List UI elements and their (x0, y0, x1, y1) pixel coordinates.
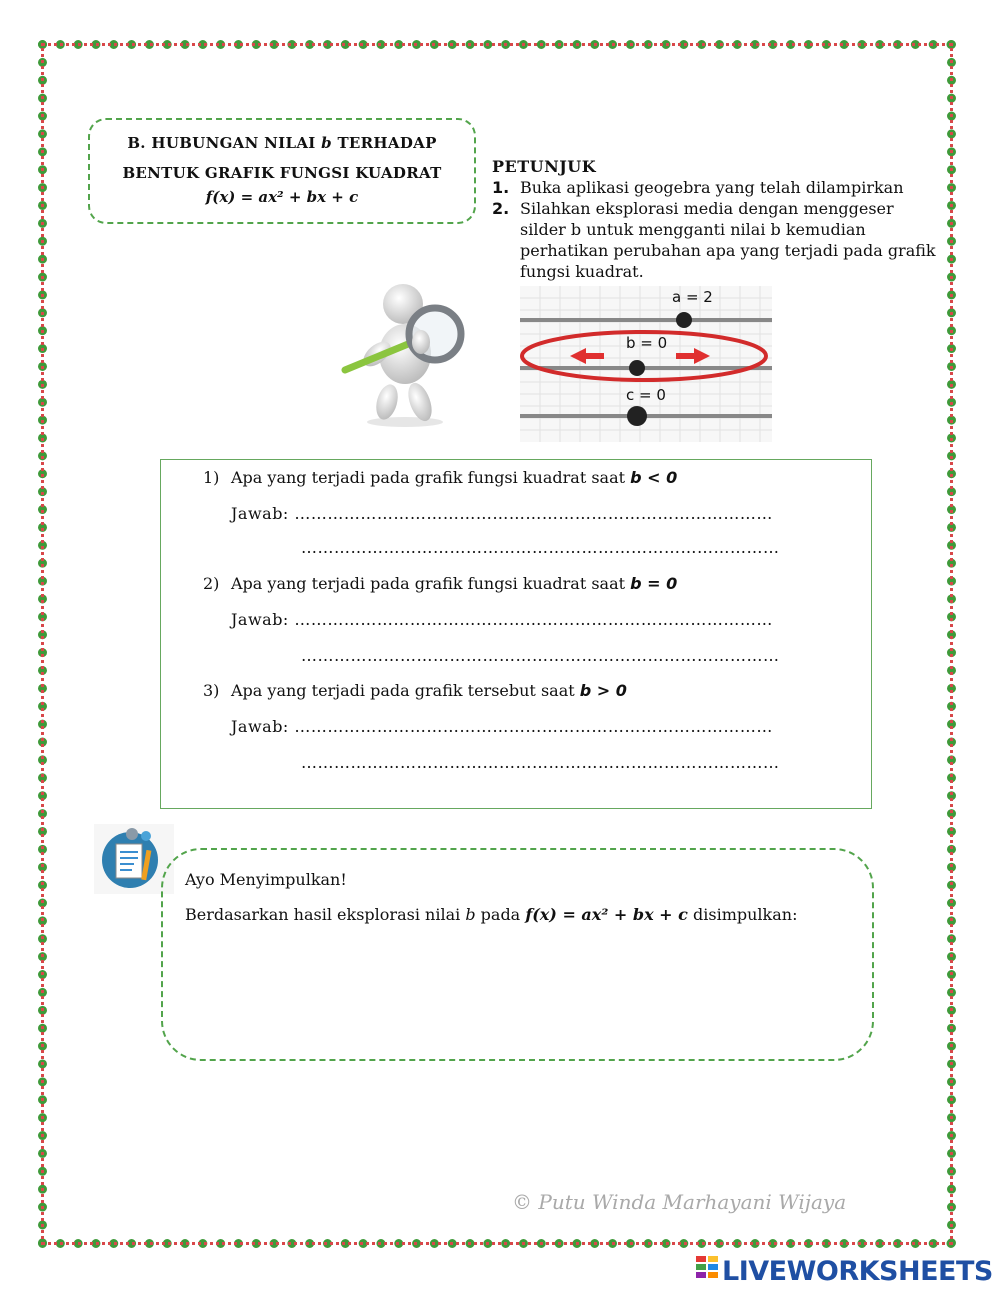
answer-line-3b[interactable]: …………………………………………………………………………… (301, 753, 780, 772)
answer-line-3a[interactable]: Jawab: …………………………………………………………………………… (231, 717, 773, 736)
answer-line-1b[interactable]: …………………………………………………………………………… (301, 538, 780, 557)
answer-line-2b[interactable]: …………………………………………………………………………… (301, 646, 780, 665)
slider-c-label: c = 0 (626, 386, 666, 404)
instructions-heading: PETUNJUK (492, 157, 597, 176)
section-title-line1: B. HUBUNGAN NILAI b TERHADAP (127, 134, 437, 152)
conclusion-title: Ayo Menyimpulkan! (185, 870, 347, 889)
instruction-item: 1. Buka aplikasi geogebra yang telah dilampirkan (492, 178, 904, 197)
section-title-line2: BENTUK GRAFIK FUNGSI KUADRAT (122, 164, 442, 182)
question-3: 3) Apa yang terjadi pada grafik tersebut saat b > 0 (203, 681, 627, 700)
instruction-item: 2. Silahkan eksplorasi media dengan menggeser silder b untuk mengganti nilai b kemudian perhatikan perubahan apa yang terjadi pada grafik fungsi kuadrat. (492, 199, 936, 281)
liveworksheets-logo[interactable]: LIVEWORKSHEETS (696, 1256, 993, 1287)
section-title-box (88, 118, 476, 224)
question-2: 2) Apa yang terjadi pada grafik fungsi kuadrat saat b = 0 (203, 574, 678, 593)
liveworksheets-logo-icon (696, 1256, 718, 1284)
geogebra-slider-image (520, 286, 772, 442)
answer-line-1a[interactable]: Jawab: …………………………………………………………………………… (231, 504, 773, 523)
quadratic-formula: f(x) = ax² + bx + c (205, 188, 359, 206)
copyright-text: © Putu Winda Marhayani Wijaya (512, 1190, 847, 1214)
questions-box (160, 459, 872, 809)
answer-line-2a[interactable]: Jawab: …………………………………………………………………………… (231, 610, 773, 629)
conclusion-text: Berdasarkan hasil eksplorasi nilai b pada f(x) = ax² + bx + c disimpulkan: (185, 905, 798, 924)
conclusion-box[interactable] (161, 848, 874, 1061)
slider-a-label: a = 2 (672, 288, 713, 306)
instructions (492, 156, 942, 282)
slider-b-label: b = 0 (626, 334, 668, 352)
magnifier-figure-icon (325, 262, 495, 430)
question-1: 1) Apa yang terjadi pada grafik fungsi kuadrat saat b < 0 (203, 468, 678, 487)
